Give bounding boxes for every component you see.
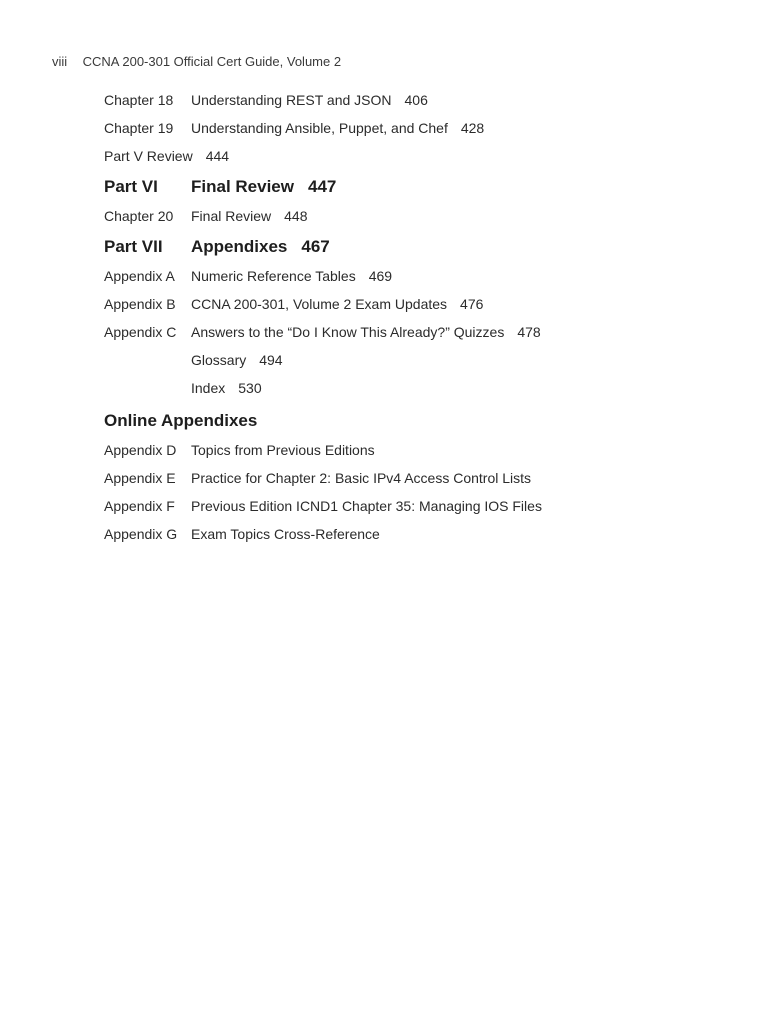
running-header <box>52 54 341 69</box>
toc-entry-appendix-d[interactable] <box>104 442 375 458</box>
entry-title: Final Review <box>191 208 272 224</box>
toc-entry-appendix-a[interactable] <box>104 268 392 284</box>
part-title: Appendixes <box>191 237 288 256</box>
toc-entry-chapter-18[interactable] <box>104 92 428 108</box>
toc-entry-appendix-c[interactable] <box>104 324 541 340</box>
online-appendixes-heading: Online Appendixes <box>104 411 258 430</box>
toc-entry-chapter-20[interactable] <box>104 208 308 224</box>
toc-entry-appendix-e[interactable] <box>104 470 531 486</box>
toc-part-vii-heading[interactable] <box>104 237 330 257</box>
entry-label: Appendix D <box>104 442 177 458</box>
page-folio: viii <box>52 54 68 69</box>
toc-entry-appendix-g[interactable] <box>104 526 380 542</box>
entry-title: Practice for Chapter 2: Basic IPv4 Access Control Lists <box>191 470 532 486</box>
entry-page: 494 <box>259 352 283 368</box>
entry-title: Answers to the “Do I Know This Already?” Quizzes <box>191 324 505 340</box>
entry-title: Previous Edition ICND1 Chapter 35: Managing IOS Files <box>191 498 542 514</box>
toc-entry-appendix-b[interactable] <box>104 296 483 312</box>
part-label: Part VI <box>104 177 158 196</box>
part-page: 447 <box>307 177 337 196</box>
entry-title: Index <box>191 380 226 396</box>
entry-page: 469 <box>368 268 393 284</box>
entry-label: Appendix C <box>104 324 177 340</box>
entry-title: Topics from Previous Editions <box>191 442 375 458</box>
entry-label: Chapter 18 <box>104 92 174 108</box>
entry-title: Exam Topics Cross-Reference <box>191 526 380 542</box>
toc-entry-chapter-19[interactable] <box>104 120 484 136</box>
entry-page: 478 <box>517 324 541 340</box>
entry-label: Chapter 19 <box>104 120 174 136</box>
entry-page: 530 <box>238 380 262 396</box>
entry-title: Understanding Ansible, Puppet, and Chef <box>191 120 448 136</box>
entry-label: Appendix F <box>104 498 175 514</box>
toc-entry-index[interactable] <box>104 380 262 396</box>
entry-page: 428 <box>460 120 485 136</box>
entry-page: 476 <box>460 296 484 312</box>
entry-title: Glossary <box>191 352 247 368</box>
entry-title: CCNA 200-301, Volume 2 Exam Updates <box>191 296 448 312</box>
entry-label: Chapter 20 <box>104 208 174 224</box>
book-title: CCNA 200-301 Official Cert Guide, Volume 2 <box>82 54 342 69</box>
part-page: 467 <box>301 237 330 256</box>
part-label: Part VII <box>104 237 163 256</box>
entry-title: Understanding REST and JSON <box>191 92 392 108</box>
toc-entry-part-v-review[interactable] <box>104 148 229 164</box>
entry-page: 444 <box>205 148 230 164</box>
toc-entry-appendix-f[interactable] <box>104 498 542 514</box>
entry-label: Part V Review <box>104 148 193 164</box>
toc-entry-glossary[interactable] <box>104 352 283 368</box>
toc-part-vi-heading[interactable] <box>104 177 336 197</box>
entry-label: Appendix B <box>104 296 176 312</box>
entry-page: 406 <box>404 92 428 108</box>
entry-title: Numeric Reference Tables <box>191 268 356 284</box>
entry-label: Appendix G <box>104 526 178 542</box>
entry-label: Appendix E <box>104 470 176 486</box>
entry-page: 448 <box>284 208 308 224</box>
entry-label: Appendix A <box>104 268 175 284</box>
part-title: Final Review <box>191 177 294 196</box>
